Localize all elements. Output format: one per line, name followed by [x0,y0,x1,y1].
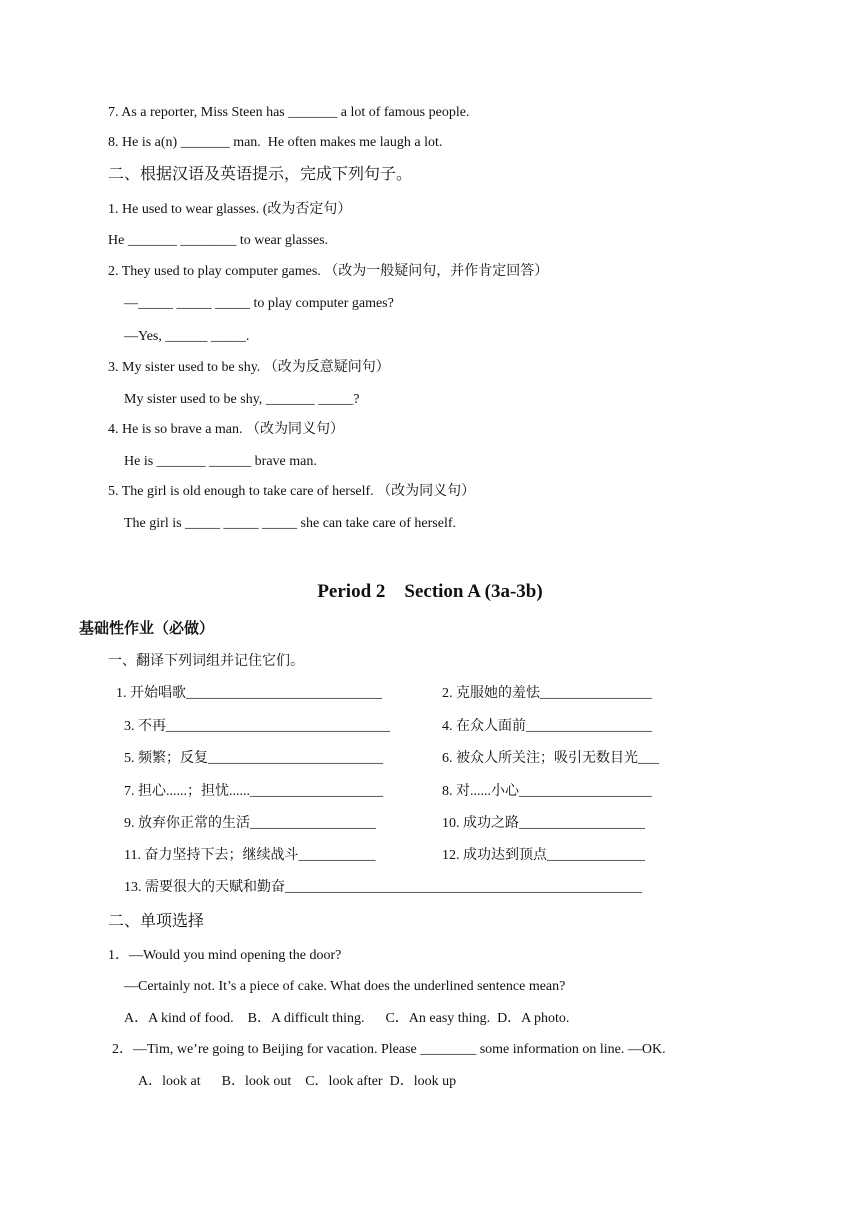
choice-question: 2．—Tim, we’re going to Beijing for vacation. Please ________ some information on line. —OK. [112,1042,666,1057]
sentence-answer: —_____ _____ _____ to play computer games? [124,296,394,311]
section-heading-sentence-completion: 二、根据汉语及英语提示，完成下列句子。 [108,166,413,183]
page-title: Period 2 Section A (3a-3b) [317,581,543,602]
section-heading-translation: 一、翻译下列词组并记住它们。 [108,654,304,669]
choice-options: A．look at B．look out C．look after D．look up [138,1074,457,1089]
phrase-item: 3. 不再________________________________ [124,719,390,734]
choice-question: 1．—Would you mind opening the door? [108,948,342,963]
phrase-item: 10. 成功之路__________________ [442,816,645,831]
phrase-item: 6. 被众人所关注；吸引无数目光___ [442,751,659,766]
phrase-item: 9. 放弃你正常的生活__________________ [124,816,376,831]
phrase-item: 7. 担心......；担忧......___________________ [124,784,383,799]
phrase-item: 1. 开始唱歌____________________________ [116,686,382,701]
choice-options: A．A kind of food. B．A difficult thing. C．An easy thing. D．A photo. [124,1011,570,1026]
phrase-item: 5. 频繁；反复_________________________ [124,751,383,766]
homework-heading: 基础性作业（必做） [79,619,215,637]
phrase-item: 11. 奋力坚持下去；继续战斗___________ [124,848,376,863]
choice-question-line: —Certainly not. It’s a piece of cake. What does the underlined sentence mean? [124,979,566,994]
phrase-item: 8. 对......小心___________________ [442,784,652,799]
sentence-item: 5. The girl is old enough to take care of herself. （改为同义句） [108,484,476,499]
section-heading-multiple-choice: 二、单项选择 [108,913,205,930]
sentence-item: 1. He used to wear glasses. (改为否定句） [108,202,352,217]
phrase-item: 2. 克服她的羞怯________________ [442,686,652,701]
sentence-item: 4. He is so brave a man. （改为同义句） [108,422,345,437]
sentence-answer: —Yes, ______ _____. [124,329,250,344]
phrase-item: 13. 需要很大的天赋和勤奋___________________________________________________ [124,880,642,895]
phrase-item: 4. 在众人面前__________________ [442,719,652,734]
phrase-item: 12. 成功达到顶点______________ [442,848,645,863]
sentence-item: 3. My sister used to be shy. （改为反意疑问句） [108,360,390,375]
exercise-item-8: 8. He is a(n) _______ man. He often makes me laugh a lot. [108,135,443,150]
sentence-answer: My sister used to be shy, _______ _____? [124,392,360,407]
sentence-answer: He is _______ ______ brave man. [124,454,317,469]
exercise-item-7: 7. As a reporter, Miss Steen has _______ a lot of famous people. [108,105,470,120]
sentence-answer: He _______ ________ to wear glasses. [108,233,329,248]
sentence-item: 2. They used to play computer games. （改为一般疑问句，并作肯定回答） [108,264,549,279]
sentence-answer: The girl is _____ _____ _____ she can take care of herself. [124,516,457,531]
